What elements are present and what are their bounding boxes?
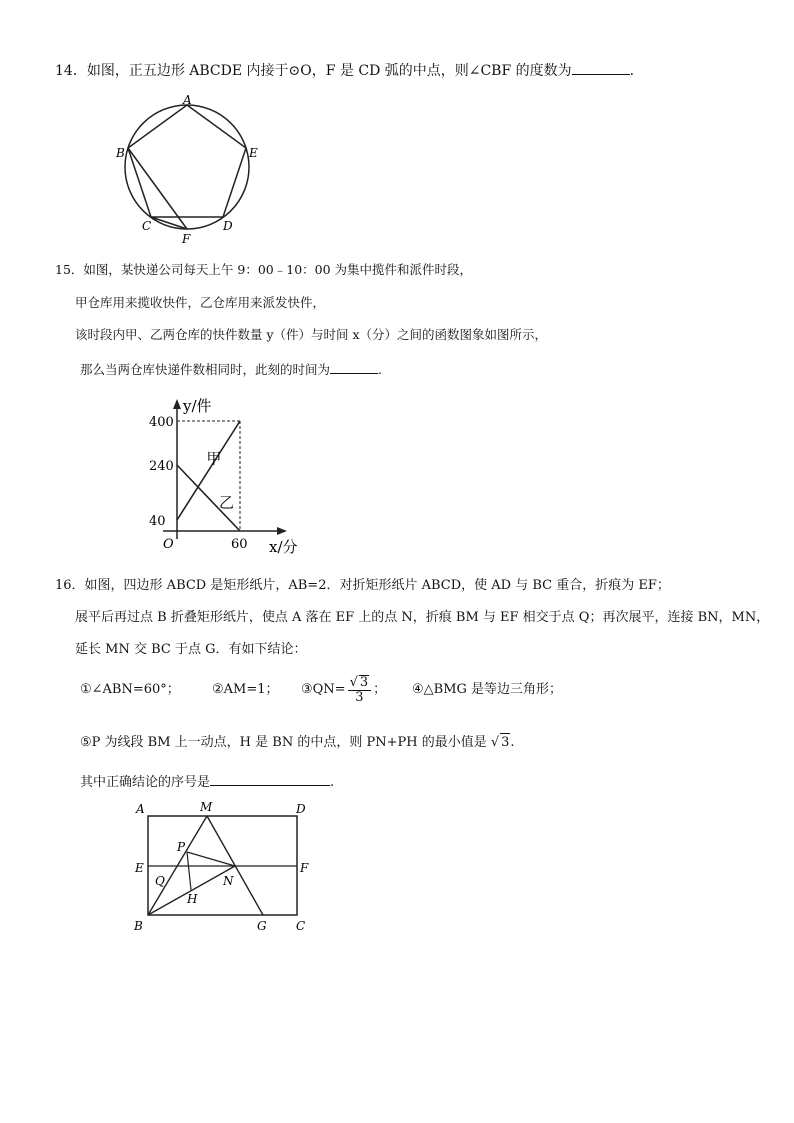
label-e: E [249, 146, 258, 160]
q16-conclusion-5: ⑤P 为线段 BM 上一动点，H 是 BN 的中点，则 PN+PH 的最小值是 √ 3. [80, 735, 515, 750]
q16-conclusion-2: ②AM=1； [212, 682, 279, 697]
q16-line3: 延长 MN 交 BC 于点 G．有如下结论： [75, 642, 307, 657]
x-axis-label: x/分 [269, 538, 298, 556]
q15-line1: 15．如图，某快递公司每天上午 9：00﹣10：00 为集中揽件和派件时段， [55, 262, 473, 277]
q16-conclusion-4: ④△BMG 是等边三角形； [412, 682, 563, 697]
q15-end: . [378, 362, 382, 377]
label-d: D [296, 802, 306, 816]
label-a: A [136, 802, 145, 816]
q16-c3-numerator: 3 [359, 674, 369, 690]
label-b: B [134, 919, 143, 933]
label-a: A [183, 93, 192, 107]
y-tick-label-400: 400 [149, 415, 174, 430]
label-q: Q [155, 874, 165, 888]
q16-c3-denominator: 3 [355, 689, 364, 705]
label-g: G [257, 919, 267, 933]
origin-label: O [163, 537, 174, 552]
q16-answer-end: . [330, 775, 335, 790]
label-d: D [223, 219, 233, 233]
x-tick-label-60: 60 [231, 537, 248, 552]
label-f: F [182, 232, 191, 246]
label-h: H [187, 892, 198, 906]
q16-c3-fraction: $\frac{√ 3}{3}$ [348, 675, 372, 705]
q14-end: . [629, 63, 635, 79]
q15-line3: 该时段内甲、乙两仓库的快件数量 y（件）与时间 x（分）之间的函数图象如图所示， [75, 327, 548, 342]
label-e: E [135, 861, 144, 875]
q15-line2: 甲仓库用来揽收快件，乙仓库用来派发快件， [75, 295, 326, 310]
q16-c5-radicand: 3 [501, 735, 510, 750]
q14-stem: 14．如图，正五边形 ABCDE 内接于⊙O，F 是 CD 弧的中点，则∠CBF 的度数为 [55, 63, 572, 79]
q16-answer-prefix: 其中正确结论的序号是 [80, 775, 211, 790]
q16-c5-end: . [510, 735, 515, 750]
q15-stem: 那么当两仓库快递件数相同时，此刻的时间为 [80, 362, 331, 377]
label-c: C [296, 919, 306, 933]
q16-c3-prefix: ③QN= [301, 682, 346, 697]
label-n: N [223, 874, 234, 888]
series-label-2: 乙 [219, 493, 235, 512]
label-p: P [177, 840, 186, 854]
label-c: C [142, 219, 152, 233]
q16-c5-prefix: ⑤P 为线段 BM 上一动点，H 是 BN 的中点，则 PN+PH 的最小值是 [80, 735, 487, 750]
segment-ph [187, 852, 191, 890]
q16-conclusion-1: ①∠ABN=60°； [80, 682, 180, 697]
y-tick-label-40: 40 [149, 514, 166, 529]
label-m: M [200, 800, 213, 814]
series-label-1: 甲 [206, 449, 222, 468]
q16-line1: 16．如图，四边形 ABCD 是矩形纸片，AB=2．对折矩形纸片 ABCD，使 AD 与 BC 重合，折痕为 EF； [55, 578, 670, 593]
label-f: F [300, 861, 309, 875]
q16-c3-end: ； [373, 682, 387, 697]
y-axis-label: y/件 [183, 397, 212, 415]
y-tick-label-240: 240 [149, 459, 174, 474]
label-b: B [116, 146, 125, 160]
q16-line2: 展平后再过点 B 折叠矩形纸片，使点 A 落在 EF 上的点 N，折痕 BM 与 EF 相交于点 Q；再次展平，连接 BN，MN， [75, 610, 770, 625]
